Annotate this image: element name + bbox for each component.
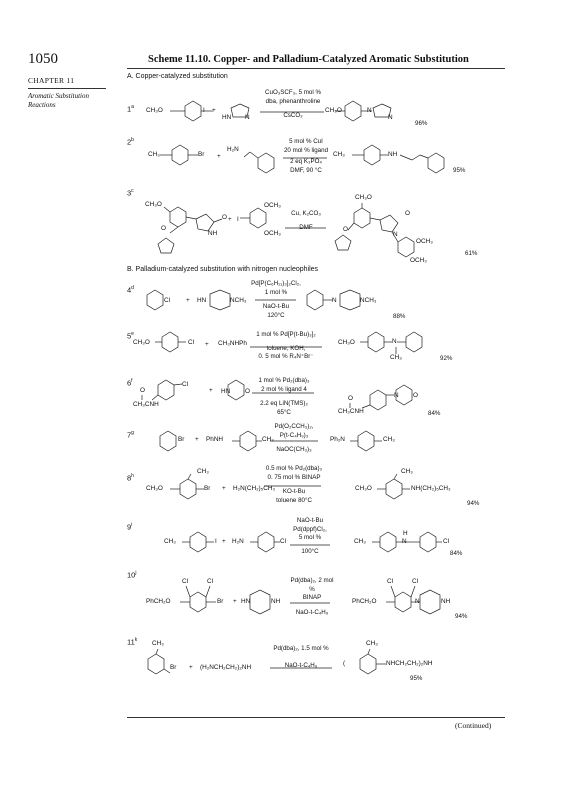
atom-label: Br: [178, 436, 185, 443]
benzene-ring: [386, 479, 402, 499]
yield: 84%: [428, 410, 441, 417]
plus-sign: +: [195, 436, 199, 443]
yield: 95%: [453, 167, 466, 174]
benzene-ring: [162, 332, 178, 352]
benzene-ring: [398, 237, 414, 257]
atom-label: Cl: [207, 578, 214, 585]
atom-label: CH₃O: [146, 107, 163, 114]
benzene-ring: [170, 207, 186, 227]
yield: 94%: [467, 500, 480, 507]
atom-label: (: [343, 660, 346, 667]
yield: 88%: [393, 313, 406, 320]
atom-label: Cl: [387, 578, 394, 585]
atom-label: PhCH₂O: [146, 598, 171, 605]
section-a-heading: A. Copper-catalyzed substitution: [127, 73, 228, 80]
atom-label: NH: [441, 598, 451, 605]
atom-label: PhNH: [206, 436, 224, 443]
atom-label: Cl: [412, 578, 419, 585]
entry-number: 1$^a$: [127, 104, 134, 114]
benzene-ring: [180, 479, 196, 499]
benzene-ring: [364, 145, 380, 165]
atom-label: CH₃CNH: [338, 408, 364, 415]
atom-label: N: [245, 114, 250, 121]
benzene-ring: [370, 390, 386, 410]
yield: 96%: [415, 120, 428, 127]
atom-label: Cl: [164, 297, 171, 304]
atom-label: NH: [208, 230, 218, 237]
plus-sign: +: [205, 341, 209, 348]
conditions: Pd(O₂CCH₃)₂, P(t-C₄H₉)₃ NaOC(CH₃)₃: [274, 423, 314, 453]
atom-label: CH₃NHPh: [218, 340, 247, 347]
pyrrolidinone-ring: [196, 214, 214, 231]
atom-label: CH₃: [354, 538, 366, 545]
atom-label: HN: [197, 297, 207, 304]
atom-label: CH₃: [152, 640, 164, 647]
atom-label: CH₃: [333, 151, 345, 158]
entry-number: 6$^f$: [127, 378, 133, 388]
yield: 92%: [440, 355, 453, 362]
atom-label: NH: [271, 598, 281, 605]
benzene-ring: [190, 532, 206, 552]
continued-label: (Continued): [455, 721, 492, 730]
benzene-ring: [395, 592, 411, 612]
plus-sign: +: [209, 387, 213, 394]
section-b-heading: B. Palladium-catalyzed substitution with nitrogen nucleophiles: [127, 266, 319, 273]
morpholine-ring: [228, 380, 244, 400]
atom-label: N: [393, 231, 398, 238]
benzene-ring: [354, 208, 370, 228]
entry-number: 5e: [127, 331, 134, 341]
benzene-ring: [406, 332, 422, 352]
atom-label: CH₃O: [146, 485, 163, 492]
atom-label: Br: [170, 664, 177, 671]
atom-label: CH₃: [366, 640, 378, 647]
benzene-ring: [258, 532, 274, 552]
conditions: Pd[P(C₆H₁₁)₃]₂Cl₂, 1 mol % NaO-t-Bu 120°C: [251, 280, 301, 319]
atom-label: NH(CH₂)₅CH₃: [411, 485, 451, 492]
chapter-label: CHAPTER 11: [28, 76, 75, 85]
atom-label: NCH₃: [360, 297, 377, 304]
conditions: CuO₃SCF₃, 5 mol % dba, phenanthroline CsCO₃: [265, 89, 321, 119]
plus-sign: +: [212, 107, 216, 114]
benzene-ring: [190, 592, 206, 612]
atom-label: OCH₃: [416, 238, 433, 245]
piperazine-ring: [340, 290, 360, 310]
cyclohexene-ring: [428, 153, 444, 173]
atom-label: O: [140, 387, 145, 394]
plus-sign: +: [228, 216, 232, 223]
atom-label: CH₃O: [338, 339, 355, 346]
yield: 61%: [465, 250, 478, 257]
atom-label: O: [343, 226, 348, 233]
atom-label: N: [332, 297, 337, 304]
atom-label: H: [403, 530, 408, 537]
atom-label: CH₃: [383, 436, 395, 443]
cyclopentane-ring: [158, 238, 174, 253]
atom-label: CH₃O: [355, 485, 372, 492]
yield: 95%: [410, 675, 423, 682]
atom-label: N: [394, 392, 399, 399]
atom-label: Cl: [182, 578, 189, 585]
scheme-title: Scheme 11.10. Copper- and Palladium-Catalyzed Aromatic Substitution: [148, 54, 469, 65]
atom-label: H₂N: [232, 538, 244, 545]
atom-label: N: [415, 598, 420, 605]
entry-number: 9$^i$: [127, 522, 133, 532]
entry-number: 3$^c$: [127, 188, 134, 198]
atom-label: Br: [198, 151, 205, 158]
benzene-ring: [158, 380, 174, 400]
benzene-ring: [250, 208, 266, 228]
piperazine-ring: [210, 290, 230, 310]
atom-label: Cl: [182, 381, 189, 388]
atom-label: CH₃O: [133, 339, 150, 346]
conditions: 0.5 mol % Pd₂(dba)₃ 0. 75 mol % BINAP KO-t-Bu toluene 80°C: [265, 465, 323, 504]
entry-number: 11$^k$: [127, 637, 138, 647]
atom-label: CH₃: [164, 538, 176, 545]
atom-label: H₂N: [227, 146, 239, 153]
atom-label: I: [237, 216, 239, 223]
atom-label: N: [402, 538, 407, 545]
benzene-ring: [172, 145, 188, 165]
entry-number: 10$^j$: [127, 570, 137, 580]
conditions: 1 mol % Pd[P(t-Bu)₃]₂ toluene, KOH, 0. 5 mol % R₄N⁺Br⁻: [256, 331, 316, 360]
atom-label: N: [388, 114, 393, 121]
atom-label: Cl: [188, 339, 195, 346]
atom-label: O: [222, 214, 227, 221]
conditions: Pd(dba)₂, 1.5 mol % NaO-t-C₄H₉: [273, 645, 329, 669]
conditions: 1 mol % Pd₂(dba)₃ 2 mol % ligand 4 2.2 eq LiN(TMS)₂ 65°C: [258, 377, 310, 416]
plus-sign: +: [189, 664, 193, 671]
cyclopentane-ring: [335, 235, 351, 250]
benzene-ring: [368, 332, 384, 352]
atom-label: CH₃O: [355, 194, 372, 201]
atom-label: NHCH₂CH₂)₂NH: [386, 660, 433, 667]
atom-label: O: [161, 225, 166, 232]
atom-label: CH₃: [148, 151, 160, 158]
entry-number: 2$^b$: [127, 137, 134, 147]
plus-sign: +: [222, 485, 226, 492]
yield: 94%: [455, 613, 468, 620]
benzene-ring: [240, 431, 256, 451]
piperazine-ring: [250, 590, 270, 614]
atom-label: OCH₃: [264, 230, 281, 237]
atom-label: Br: [217, 598, 224, 605]
entry-number: 7$^g$: [127, 430, 134, 440]
entry-number: 8$^h$: [127, 473, 134, 483]
atom-label: Cl: [443, 538, 450, 545]
atom-label: CH₃: [262, 436, 274, 443]
atom-label: I: [203, 107, 205, 114]
atom-label: N: [392, 338, 397, 345]
benzene-ring: [358, 431, 374, 451]
atom-label: CH₃O: [145, 201, 162, 208]
atom-label: O: [348, 395, 353, 402]
atom-label: I: [215, 538, 217, 545]
benzene-ring: [360, 654, 376, 674]
benzene-ring: [160, 431, 176, 451]
plus-sign: +: [233, 598, 237, 605]
footer-rule: [127, 717, 505, 718]
atom-label: HN: [222, 114, 232, 121]
cyclohexene-ring: [258, 153, 274, 173]
atom-label: NH: [388, 151, 398, 158]
atom-label: O: [413, 392, 418, 399]
piperazine-ring: [420, 590, 440, 614]
chapter-subtitle: Aromatic Substitution Reactions: [28, 92, 89, 109]
benzene-ring: [147, 290, 163, 310]
plus-sign: +: [186, 297, 190, 304]
plus-sign: +: [222, 538, 226, 545]
atom-label: O: [405, 210, 410, 217]
atom-label: CH₃CNH: [133, 401, 159, 408]
atom-label: HN: [221, 388, 231, 395]
atom-label: PhCH₂O: [352, 598, 377, 605]
atom-label: CH₃: [197, 468, 209, 475]
atom-label: H₂N(CH₂)₅CH₃: [233, 485, 276, 492]
atom-label: (H₂NCH₂CH₂)₂NH: [200, 664, 252, 671]
benzene-ring: [185, 101, 201, 121]
atom-label: OCH₃: [410, 257, 427, 264]
benzene-ring: [148, 654, 164, 674]
atom-label: N: [367, 107, 372, 114]
benzene-ring: [345, 101, 361, 121]
page-number: 1050: [28, 51, 58, 67]
atom-label: Ph₂N: [330, 436, 345, 443]
yield: 84%: [450, 550, 463, 557]
atom-label: O: [245, 388, 250, 395]
atom-label: CH₃O: [325, 107, 342, 114]
atom-label: CH₃: [401, 468, 413, 475]
conditions: Pd(dba)₂, 2 mol % BINAP NaO-t-C₄H₉: [290, 577, 334, 616]
conditions: NaO-t-Bu Pd(dppf)Cl₂, 5 mol % 100°C: [293, 517, 327, 555]
pyrrolidinone-ring: [380, 215, 398, 232]
conditions: 5 mol % CuI 20 mol % ligand 2 eq K₃PO₄ DMF, 90 °C: [283, 138, 329, 174]
conditions: Cu, K₂CO₃ DMF: [291, 210, 321, 231]
benzene-ring: [420, 532, 436, 552]
atom-label: Br: [204, 485, 211, 492]
atom-label: CH₃: [390, 354, 402, 361]
atom-label: HN: [241, 598, 251, 605]
plus-sign: +: [217, 153, 221, 160]
atom-label: OCH₃: [264, 202, 281, 209]
atom-label: NCH₃: [230, 297, 247, 304]
benzene-ring: [380, 532, 396, 552]
benzene-ring: [307, 290, 323, 310]
atom-label: Cl: [280, 538, 287, 545]
entry-number: 4$^d$: [127, 285, 134, 295]
